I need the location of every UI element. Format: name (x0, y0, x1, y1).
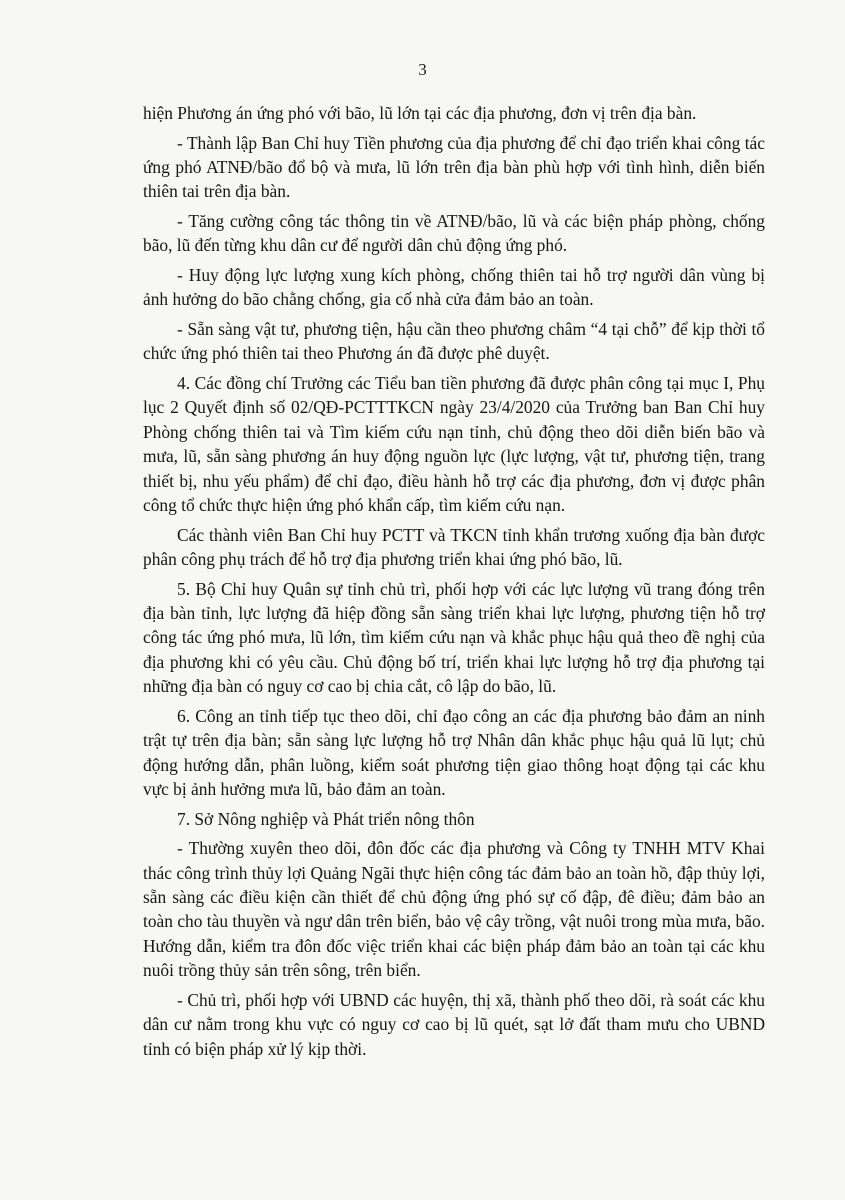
paragraph-item-6: 6. Công an tỉnh tiếp tục theo dõi, chỉ đạo công an các địa phương bảo đảm an ninh trật tự trên địa bàn; sẵn sàng lực lượng hỗ trợ Nhân dân khắc phục hậu quả lũ lụt; chủ động hướng dẫn, phân luồng, kiểm soát phương tiện giao thông hoạt động tại các khu vực bị ảnh hưởng mưa lũ, bảo đảm an toàn. (143, 705, 765, 800)
paragraph-information: - Tăng cường công tác thông tin về ATNĐ/bão, lũ và các biện pháp phòng, chống bão, lũ đến từng khu dân cư để người dân chủ động ứng phó. (143, 211, 765, 256)
paragraph-establish-command: - Thành lập Ban Chỉ huy Tiền phương của địa phương để chỉ đạo triển khai công tác ứng phó ATNĐ/bão đổ bộ và mưa, lũ lớn trên địa bàn phù hợp với tình hình, diễn biến thiên tai trên địa bàn. (143, 132, 765, 202)
paragraph-mobilize-forces: - Huy động lực lượng xung kích phòng, chống thiên tai hỗ trợ người dân vùng bị ảnh hưởng do bão chằng chống, gia cố nhà cửa đảm bảo an toàn. (143, 265, 765, 310)
paragraph-members: Các thành viên Ban Chỉ huy PCTT và TKCN tỉnh khẩn trương xuống địa bàn được phân công phụ trách để hỗ trợ địa phương triển khai ứng phó bão, lũ. (143, 524, 765, 570)
paragraph-item-7-heading: 7. Sở Nông nghiệp và Phát triển nông thôn (177, 808, 475, 829)
paragraph-item-7-coordinate: - Chủ trì, phối hợp với UBND các huyện, thị xã, thành phố theo dõi, rà soát các khu dân cư nằm trong khu vực có nguy cơ cao bị lũ quét, sạt lở đất tham mưu cho UBND tỉnh có biện pháp xử lý kịp thời. (143, 989, 765, 1059)
paragraph-supplies: - Sẵn sàng vật tư, phương tiện, hậu cần theo phương châm “4 tại chỗ” để kịp thời tổ chức ứng phó thiên tai theo Phương án đã được phê duyệt. (143, 319, 765, 364)
paragraph-item-4: 4. Các đồng chí Trưởng các Tiểu ban tiền phương đã được phân công tại mục I, Phụ lục 2 Quyết định số 02/QĐ-PCTTTKCN ngày 23/4/2020 của Trưởng ban Ban Chỉ huy Phòng chống thiên tai và Tìm kiếm cứu nạn tỉnh, chủ động theo dõi diễn biến bão và mưa, lũ, sẵn sàng phương án huy động nguồn lực (lực lượng, vật tư, phương tiện, trang thiết bị, nhu yếu phẩm) để chỉ đạo, điều hành hỗ trợ các địa phương, đơn vị được phân công tổ chức thực hiện ứng phó khẩn cấp, tìm kiếm cứu nạn. (143, 373, 765, 516)
document-body (143, 101, 765, 1061)
paragraph-item-5: 5. Bộ Chỉ huy Quân sự tỉnh chủ trì, phối hợp với các lực lượng vũ trang đóng trên địa bàn tỉnh, lực lượng đã hiệp đồng sẵn sàng triển khai lực lượng, phương tiện hỗ trợ công tác ứng phó mưa, lũ lớn, tìm kiếm cứu nạn và khắc phục hậu quả theo đề nghị của địa phương khi có yêu cầu. Chủ động bố trí, triển khai lực lượng hỗ trợ địa phương tại những địa bàn có nguy cơ cao bị chia cắt, cô lập do bão, lũ. (143, 578, 765, 697)
paragraph-continuation: hiện Phương án ứng phó với bão, lũ lớn tại các địa phương, đơn vị trên địa bàn. (143, 103, 697, 123)
paragraph-item-7-monitor: - Thường xuyên theo dõi, đôn đốc các địa phương và Công ty TNHH MTV Khai thác công trình thủy lợi Quảng Ngãi thực hiện công tác đảm bảo an toàn hồ, đập thủy lợi, sẵn sàng các điều kiện cần thiết để chủ động ứng phó sự cố đập, đê điều; đảm bảo an toàn cho tàu thuyền và ngư dân trên biển, bảo vệ cây trồng, vật nuôi trong mùa mưa, bão. Hướng dẫn, kiểm tra đôn đốc việc triển khai các biện pháp đảm bảo an toàn tại các khu nuôi trồng thủy sản trên sông, trên biển. (143, 838, 765, 981)
page-number: 3 (418, 60, 427, 79)
